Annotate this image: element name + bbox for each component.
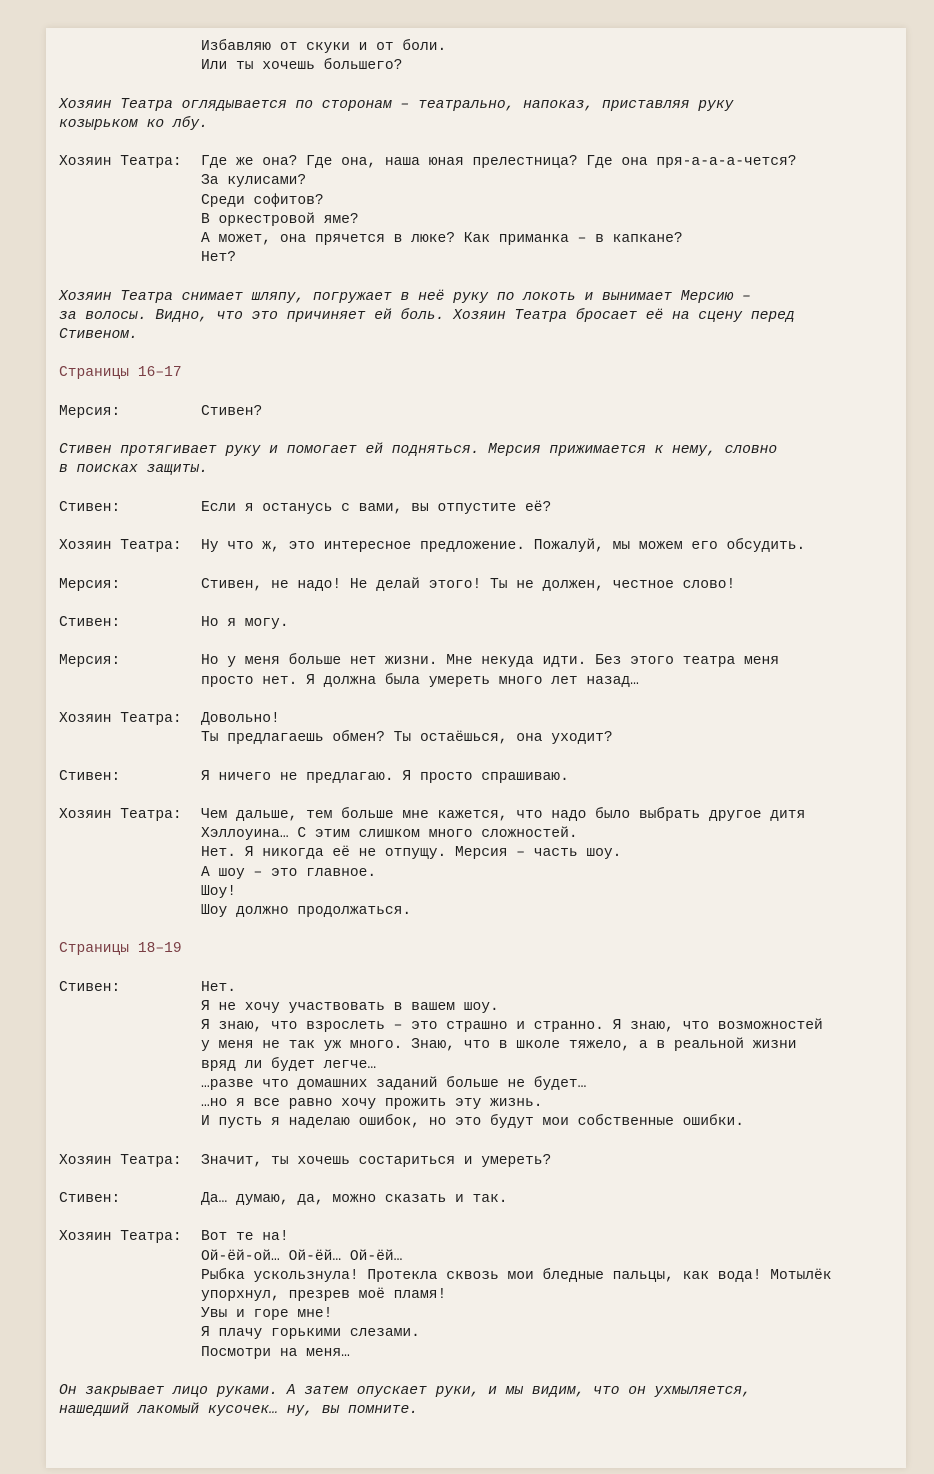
speaker-name: Хозяин Театра: (59, 806, 182, 823)
block-spacer (59, 921, 899, 940)
dialogue-row (59, 883, 899, 902)
dialogue-row (59, 1248, 899, 1267)
speaker-name: Стивен: (59, 768, 121, 785)
block-spacer (59, 1363, 899, 1382)
speaker-name: Стивен: (59, 614, 121, 631)
dialogue-row (59, 211, 899, 230)
stage-direction-line: Он закрывает лицо руками. А затем опускает руки, и мы видим, что он ухмыляется, (59, 1382, 751, 1399)
dialogue-row (59, 230, 899, 249)
dialogue-row (59, 1152, 899, 1171)
speaker-spacer (59, 1305, 201, 1324)
dialogue-line: …разве что домашних заданий больше не будет… (201, 1075, 587, 1092)
block-spacer (59, 422, 899, 441)
dialogue-row (59, 614, 899, 633)
dialogue-line: Я не хочу участвовать в вашем шоу. (201, 998, 499, 1015)
dialogue-row (59, 672, 899, 691)
dialogue-line: Если я останусь с вами, вы отпустите её? (201, 499, 552, 516)
stage-direction-line: Хозяин Театра снимает шляпу, погружает в неё руку по локоть и вынимает Мерсию – (59, 288, 751, 305)
dialogue-row (59, 499, 899, 518)
block-spacer (59, 748, 899, 767)
dialogue-row (59, 249, 899, 268)
speaker-name: Мерсия: (59, 403, 121, 420)
dialogue-row (59, 1075, 899, 1094)
block-spacer (59, 1209, 899, 1228)
dialogue-line: …но я все равно хочу прожить эту жизнь. (201, 1094, 543, 1111)
dialogue-block (59, 1228, 899, 1362)
script-content (59, 38, 899, 1420)
dialogue-line: Но у меня больше нет жизни. Мне некуда идти. Без этого театра меня (201, 653, 780, 670)
speaker-name: Мерсия: (59, 576, 121, 593)
speaker-spacer (59, 998, 201, 1017)
speaker-name: Мерсия: (59, 653, 121, 670)
dialogue-line: Вот те на! (201, 1229, 289, 1246)
dialogue-row (59, 1056, 899, 1075)
dialogue-line: Да… думаю, да, можно сказать и так. (201, 1190, 508, 1207)
dialogue-row (59, 864, 899, 883)
speaker-name: Хозяин Театра: (59, 538, 182, 555)
dialogue-row (59, 825, 899, 844)
block-spacer (59, 268, 899, 287)
dialogue-row (59, 979, 899, 998)
dialogue-block (59, 768, 899, 787)
stage-direction-line: Стивеном. (59, 327, 138, 343)
dialogue-row (59, 902, 899, 921)
dialogue-line: Увы и горе мне! (201, 1306, 333, 1323)
dialogue-row (59, 1113, 899, 1132)
dialogue-line: Значит, ты хочешь состариться и умереть? (201, 1152, 552, 1169)
speaker-name: Хозяин Театра: (59, 154, 182, 171)
pages-header (59, 364, 899, 383)
stage-direction-line: Хозяин Театра оглядывается по сторонам – театрально, напоказ, приставляя руку (59, 96, 734, 113)
speaker-spacer (59, 230, 201, 249)
block-spacer (59, 960, 899, 979)
dialogue-line: За кулисами? (201, 173, 307, 190)
block-spacer (59, 1171, 899, 1190)
dialogue-line: И пусть я наделаю ошибок, но это будут мои собственные ошибки. (201, 1114, 744, 1131)
speaker-spacer (59, 1267, 201, 1286)
speaker-name: Стивен: (59, 979, 121, 996)
dialogue-block (59, 710, 899, 748)
dialogue-line: Ну что ж, это интересное предложение. Пожалуй, мы можем его обсудить. (201, 538, 806, 555)
dialogue-line: А может, она прячется в люке? Как приманка – в капкане? (201, 231, 683, 247)
speaker-spacer (59, 211, 201, 230)
dialogue-line: Чем дальше, тем больше мне кажется, что надо было выбрать другое дитя (201, 806, 806, 823)
dialogue-line: Хэллоуина… С этим слишком много сложностей. (201, 826, 578, 843)
speaker-spacer (59, 1036, 201, 1055)
dialogue-row (59, 1228, 899, 1247)
dialogue-row (59, 729, 899, 748)
dialogue-row (59, 710, 899, 729)
speaker-spacer (59, 249, 201, 268)
dialogue-block (59, 806, 899, 921)
speaker-spacer (59, 844, 201, 863)
dialogue-line: Избавляю от скуки и от боли. (201, 39, 447, 55)
dialogue-block (59, 1190, 899, 1209)
dialogue-row (59, 403, 899, 422)
speaker-spacer (59, 1248, 201, 1267)
pages-header (59, 940, 899, 959)
speaker-spacer (59, 1094, 201, 1113)
dialogue-line: Ой-ёй-ой… Ой-ёй… Ой-ёй… (201, 1248, 403, 1265)
dialogue-line: Ты предлагаешь обмен? Ты остаёшься, она уходит? (201, 730, 613, 747)
block-spacer (59, 787, 899, 806)
dialogue-block (59, 153, 899, 268)
speaker-name: Хозяин Театра: (59, 1152, 182, 1169)
dialogue-row (59, 1094, 899, 1113)
block-spacer (59, 134, 899, 153)
dialogue-block (59, 576, 899, 595)
speaker-name: Хозяин Театра: (59, 1229, 182, 1246)
dialogue-row (59, 1324, 899, 1343)
dialogue-row (59, 537, 899, 556)
dialogue-line: упорхнул, презрев моё пламя! (201, 1286, 447, 1303)
dialogue-line: Нет? (201, 250, 237, 267)
speaker-spacer (59, 902, 201, 921)
speaker-spacer (59, 1017, 201, 1036)
speaker-spacer (59, 1113, 201, 1132)
speaker-spacer (59, 864, 201, 883)
speaker-spacer (59, 1324, 201, 1343)
dialogue-line: Посмотри на меня… (201, 1344, 350, 1361)
dialogue-block (59, 1152, 899, 1171)
dialogue-line: Шоу! (201, 883, 237, 900)
dialogue-line: Нет. Я никогда её не отпущу. Мерсия – часть шоу. (201, 845, 622, 862)
dialogue-line: Я ничего не предлагаю. Я просто спрашиваю. (201, 768, 569, 785)
dialogue-row (59, 1267, 899, 1286)
dialogue-line: Среди софитов? (201, 192, 324, 209)
dialogue-line: просто нет. Я должна была умереть много лет назад… (201, 672, 639, 689)
speaker-spacer (59, 1344, 201, 1363)
dialogue-row (59, 844, 899, 863)
block-spacer (59, 518, 899, 537)
stage-direction-line: нашедший лакомый кусочек… ну, вы помните. (59, 1402, 419, 1419)
dialogue-block (59, 537, 899, 556)
dialogue-line: А шоу – это главное. (201, 864, 377, 881)
dialogue-row (59, 806, 899, 825)
dialogue-continuation (59, 38, 899, 76)
block-spacer (59, 1132, 899, 1151)
dialogue-line: Я знаю, что взрослеть – это страшно и странно. Я знаю, что возможностей (201, 1018, 823, 1035)
dialogue-row (59, 768, 899, 787)
block-spacer (59, 691, 899, 710)
block-spacer (59, 76, 899, 95)
dialogue-line: Где же она? Где она, наша юная прелестница? Где она пря-а-а-а-чется? (201, 154, 797, 171)
dialogue-block (59, 652, 899, 690)
block-spacer (59, 345, 899, 364)
dialogue-block (59, 614, 899, 633)
pages-header-text: Страницы 16–17 (59, 365, 182, 382)
dialogue-block (59, 403, 899, 422)
dialogue-row (59, 652, 899, 671)
dialogue-row (59, 1036, 899, 1055)
speaker-spacer (59, 172, 201, 191)
stage-direction-line: за волосы. Видно, что это причиняет ей боль. Хозяин Театра бросает её на сцену перед (59, 307, 795, 324)
speaker-name: Стивен: (59, 1190, 121, 1207)
speaker-spacer (59, 1075, 201, 1094)
dialogue-row (59, 1344, 899, 1363)
stage-direction (59, 96, 899, 134)
speaker-spacer (59, 883, 201, 902)
dialogue-line: Рыбка ускользнула! Протекла сквозь мои бледные пальцы, как вода! Мотылёк (201, 1267, 832, 1284)
block-spacer (59, 384, 899, 403)
speaker-spacer (59, 1286, 201, 1305)
dialogue-row (59, 1286, 899, 1305)
block-spacer (59, 633, 899, 652)
stage-direction-line: в поисках защиты. (59, 461, 208, 478)
stage-direction (59, 441, 899, 479)
block-spacer (59, 480, 899, 499)
dialogue-block (59, 499, 899, 518)
block-spacer (59, 556, 899, 575)
dialogue-line: В оркестровой яме? (201, 211, 359, 228)
pages-header-text: Страницы 18–19 (59, 941, 182, 958)
dialogue-row (59, 192, 899, 211)
speaker-spacer (59, 672, 201, 691)
speaker-spacer (59, 729, 201, 748)
script-page (46, 28, 906, 1468)
dialogue-row (59, 576, 899, 595)
speaker-spacer (59, 192, 201, 211)
stage-direction (59, 1382, 899, 1420)
dialogue-line: Довольно! (201, 710, 280, 727)
dialogue-line: Нет. (201, 979, 237, 996)
stage-direction-line: Стивен протягивает руку и помогает ей подняться. Мерсия прижимается к нему, словно (59, 442, 778, 459)
dialogue-line: Или ты хочешь большего? (201, 58, 403, 75)
dialogue-line: Шоу должно продолжаться. (201, 902, 412, 919)
stage-direction (59, 288, 899, 346)
speaker-spacer (59, 1056, 201, 1075)
speaker-name: Стивен: (59, 499, 121, 516)
dialogue-line: Стивен? (201, 403, 263, 420)
block-spacer (59, 595, 899, 614)
stage-direction-line: козырьком ко лбу. (59, 115, 208, 132)
dialogue-row (59, 1190, 899, 1209)
dialogue-line: у меня не так уж много. Знаю, что в школе тяжело, а в реальной жизни (201, 1037, 797, 1054)
dialogue-line: Но я могу. (201, 614, 289, 631)
dialogue-row (59, 1017, 899, 1036)
dialogue-row (59, 172, 899, 191)
dialogue-line: вряд ли будет легче… (201, 1056, 377, 1073)
dialogue-row (59, 153, 899, 172)
speaker-spacer (59, 825, 201, 844)
dialogue-block (59, 979, 899, 1133)
speaker-name: Хозяин Театра: (59, 710, 182, 727)
dialogue-row (59, 998, 899, 1017)
dialogue-line: Стивен, не надо! Не делай этого! Ты не должен, честное слово! (201, 576, 736, 593)
dialogue-line: Я плачу горькими слезами. (201, 1325, 420, 1342)
dialogue-row (59, 1305, 899, 1324)
